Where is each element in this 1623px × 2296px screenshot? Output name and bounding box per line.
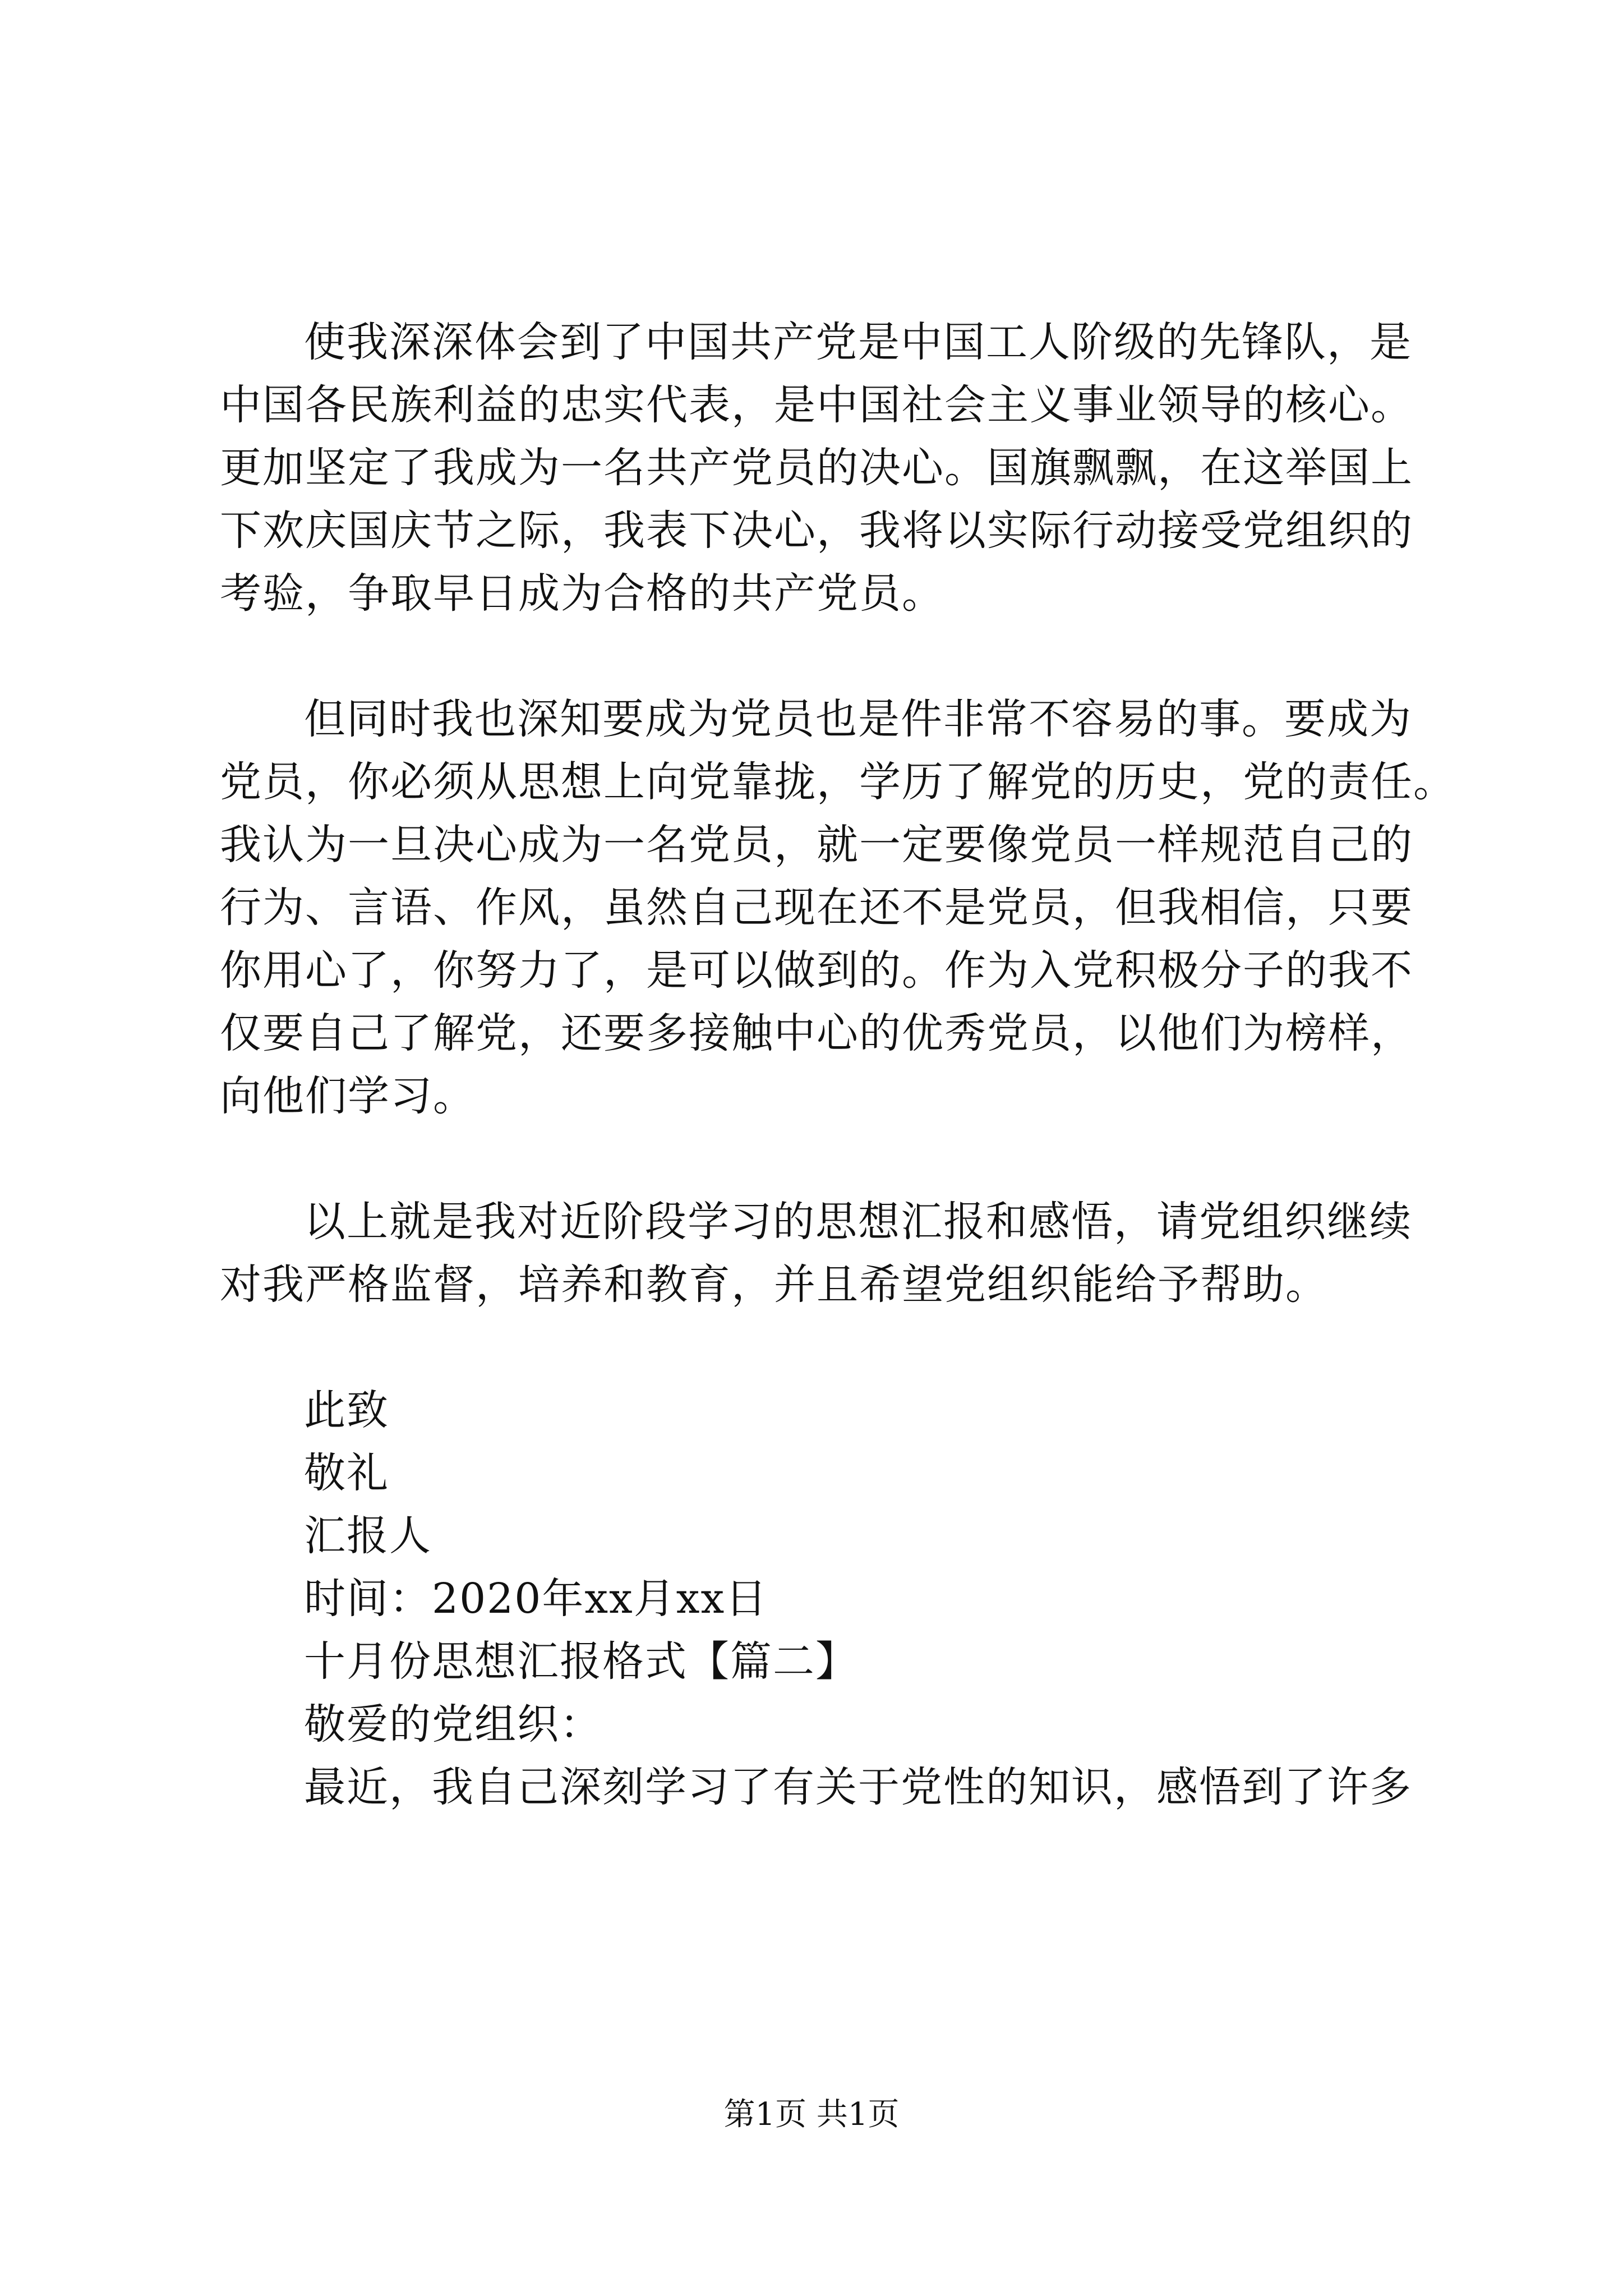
text-line: 以上就是我对近阶段学习的思想汇报和感悟，请党组织继续: [304, 1198, 1412, 1246]
text-line: 我认为一旦决心成为一名党员，就一定要像党员一样规范自己的: [220, 821, 1413, 869]
text-line: 党员，你必须从思想上向党靠拢，学历了解党的历史，党的责任。: [220, 758, 1456, 806]
text-line: 向他们学习。: [220, 1072, 476, 1120]
closing-salutation: 此致: [304, 1386, 389, 1434]
reporter-label: 汇报人: [304, 1512, 432, 1560]
text-line: 考验，争取早日成为合格的共产党员。: [220, 569, 944, 618]
text-line: 对我严格监督，培养和教育，并且希望党组织能给予帮助。: [220, 1260, 1328, 1309]
section-heading: 十月份思想汇报格式【篇二】: [304, 1637, 858, 1686]
text-line: 仅要自己了解党，还要多接触中心的优秀党员，以他们为榜样，: [220, 1009, 1413, 1057]
date-line: 时间：2020年xx月xx日: [304, 1575, 768, 1623]
text-line: 下欢庆国庆节之际，我表下决心，我将以实际行动接受党组织的: [220, 507, 1413, 555]
text-line: 中国各民族利益的忠实代表，是中国社会主义事业领导的核心。: [220, 381, 1413, 429]
page-footer: 第1页 共1页: [723, 2096, 900, 2133]
text-line: 你用心了，你努力了，是可以做到的。作为入党积极分子的我不: [220, 946, 1413, 995]
closing-regards: 敬礼: [304, 1449, 389, 1497]
text-line: 更加坚定了我成为一名共产党员的决心。国旗飘飘，在这举国上: [220, 444, 1413, 492]
text-line: 最近，我自己深刻学习了有关于党性的知识，感悟到了许多: [304, 1763, 1412, 1811]
text-line: 使我深深体会到了中国共产党是中国工人阶级的先锋队，是: [304, 318, 1412, 366]
text-line: 但同时我也深知要成为党员也是件非常不容易的事。要成为: [304, 695, 1412, 743]
greeting-line: 敬爱的党组织：: [304, 1700, 602, 1749]
text-line: 行为、言语、作风，虽然自己现在还不是党员，但我相信，只要: [220, 884, 1413, 932]
